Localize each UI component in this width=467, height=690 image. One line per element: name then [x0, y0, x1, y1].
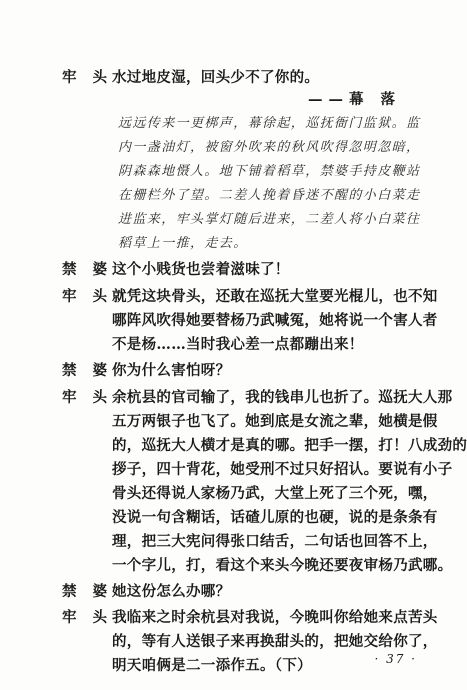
stage-direction-text: 进监来，牢头掌灯随后进来，二差人将小白菜往 [118, 212, 421, 227]
stage-direction-text: 远远传来一更梆声，幕徐起，巡抚衙门监狱。监 [118, 116, 421, 131]
speaker-name: 禁婆 [62, 261, 123, 278]
dialogue-text: 哪阵风吹得她要替杨乃武喊冤，她将说一个害人者 [112, 312, 438, 329]
dialogue-text: 的，等有人送银子来再换甜头的，把她交给你了， [112, 633, 438, 650]
stage-direction-text: 阴森森地慑人。地下铺着稻草，禁婆手持皮鞭站 [118, 164, 421, 179]
scene-end-marker: ——幕 落 [307, 91, 401, 108]
dialogue-text: 拶子，四十背花，她受刑不过只好招认。要说有小子 [112, 461, 453, 478]
dialogue-text: 一个字儿，打，看这个来头今晚还要夜审杨乃武哪。 [112, 557, 453, 574]
dialogue-text: 骨头还得说人家杨乃武，大堂上死了三个死，嘿， [112, 485, 438, 502]
dialogue-text: 这个小贱货也尝着滋味了！ [112, 261, 290, 278]
dialogue-text: 就凭这块骨头，还敢在巡抚大堂要光棍儿，也不知 [112, 288, 438, 305]
dialogue-text: 你为什么害怕呀？ [112, 362, 231, 379]
dialogue-text: 余杭县的官司输了，我的钱串儿也折了。巡抚大人那 [112, 389, 453, 406]
dialogue-text: 我临来之时余杭县对我说，今晚叫你给她来点苦头 [112, 609, 438, 626]
dialogue-text: 她这份怎么办哪？ [112, 583, 231, 600]
stage-direction-text: 内一盏油灯，被窗外吹来的秋风吹得忽明忽暗， [118, 140, 421, 155]
dialogue-text: 没说一句含糊话，话碴儿原的也硬，说的是条条有 [112, 509, 438, 526]
stage-direction-text: 稻草上一推，走去。 [118, 236, 248, 251]
speaker-name: 牢头 [62, 288, 123, 305]
dialogue-text: 明天咱俩是二一添作五。（下） [112, 657, 312, 674]
dialogue-text: 水过地皮湿，回头少不了你的。 [112, 69, 320, 86]
speaker-name: 禁婆 [62, 583, 123, 600]
dialogue-text: 理，把三大宪问得张口结舌，二句话也回答不上， [112, 533, 438, 550]
dialogue-text: 不是杨……当时我心差一点都蹦出来！ [112, 336, 364, 353]
page-number: · 37 · [374, 652, 417, 666]
stage-direction-text: 在栅栏外了望。二差人挽着昏迷不醒的小白菜走 [118, 188, 421, 203]
speaker-name: 牢头 [62, 69, 123, 86]
speaker-name: 牢头 [62, 389, 123, 406]
speaker-name: 牢头 [62, 609, 123, 626]
dialogue-text: 五万两银子也飞了。她到底是女流之辈，她横是假 [112, 413, 438, 430]
dialogue-text: 的，巡抚大人横才是真的哪。把手一摆，打！八成劲的 [112, 437, 467, 454]
speaker-name: 禁婆 [62, 362, 123, 379]
